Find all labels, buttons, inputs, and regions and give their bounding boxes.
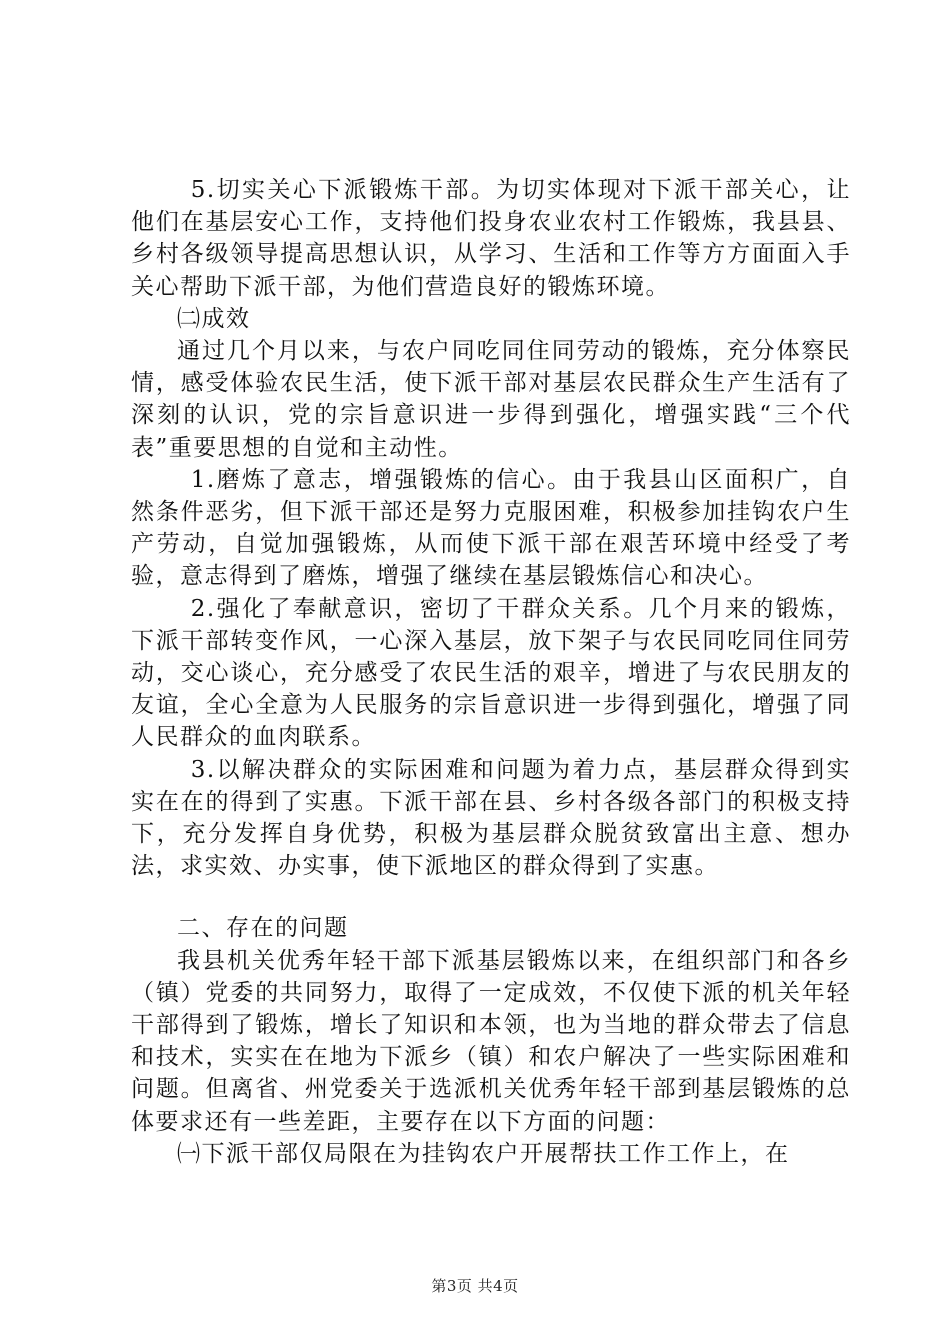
section-heading-results: ㈡成效 <box>177 305 251 332</box>
paragraph-result-2: 2.强化了奉献意识，密切了干群众关系。几个月来的锻炼，下派干部转变作风，一心深入基层，放下架子与农民同吃同住同劳动，交心谈心，充分感受了农民生活的艰辛，增进了与农民朋友的友谊，全心全意为人民服务的宗旨意识进一步得到强化，增强了同人民群众的血肉联系。 <box>131 595 851 751</box>
paragraph-problems-intro: 我县机关优秀年轻干部下派基层锻炼以来，在组织部门和各乡（镇）党委的共同努力，取得了一定成效，不仅使下派的机关年轻干部得到了锻炼，增长了知识和本领，也为当地的群众带去了信息和技术，实实在在地为下派乡（镇）和农户解决了一些实际困难和问题。但离省、州党委关于选派机关优秀年轻干部到基层锻炼的总体要求还有一些差距，主要存在以下方面的问题： <box>131 947 851 1135</box>
page-number-label: 第3页 共4页 <box>431 1277 519 1295</box>
paragraph-result-3: 3.以解决群众的实际困难和问题为着力点，基层群众得到实实在在的得到了实惠。下派干部在县、乡村各级各部门的积极支持下，充分发挥自身优势，积极为基层群众脱贫致富出主意、想办法，求实效、办实事，使下派地区的群众得到了实惠。 <box>131 756 851 880</box>
page-footer <box>0 1275 950 1296</box>
paragraph-problem-1: ㈠下派干部仅局限在为挂钩农户开展帮扶工作工作上，在 <box>177 1140 790 1167</box>
paragraph-result-1: 1.磨炼了意志，增强锻炼的信心。由于我县山区面积广，自然条件恶劣，但下派干部还是努力克服困难，积极参加挂钩农户生产劳动，自觉加强锻炼，从而使下派干部在艰苦环境中经受了考验，意志得到了磨炼，增强了继续在基层锻炼信心和决心。 <box>131 466 851 590</box>
paragraph-care-for-cadres: 5.切实关心下派锻炼干部。为切实体现对下派干部关心，让他们在基层安心工作，支持他们投身农业农村工作锻炼，我县县、乡村各级领导提高思想认识，从学习、生活和工作等方方面面入手关心帮助下派干部，为他们营造良好的锻炼环境。 <box>131 177 851 300</box>
paragraph-results-intro: 通过几个月以来，与农户同吃同住同劳动的锻炼，充分体察民情，感受体验农民生活，使下派干部对基层农民群众生产生活有了深刻的认识，党的宗旨意识进一步得到强化，增强实践“三个代表”重要思想的自觉和主动性。 <box>131 338 851 461</box>
section-heading-problems: 二、存在的问题 <box>177 915 349 942</box>
document-body <box>131 174 851 1170</box>
